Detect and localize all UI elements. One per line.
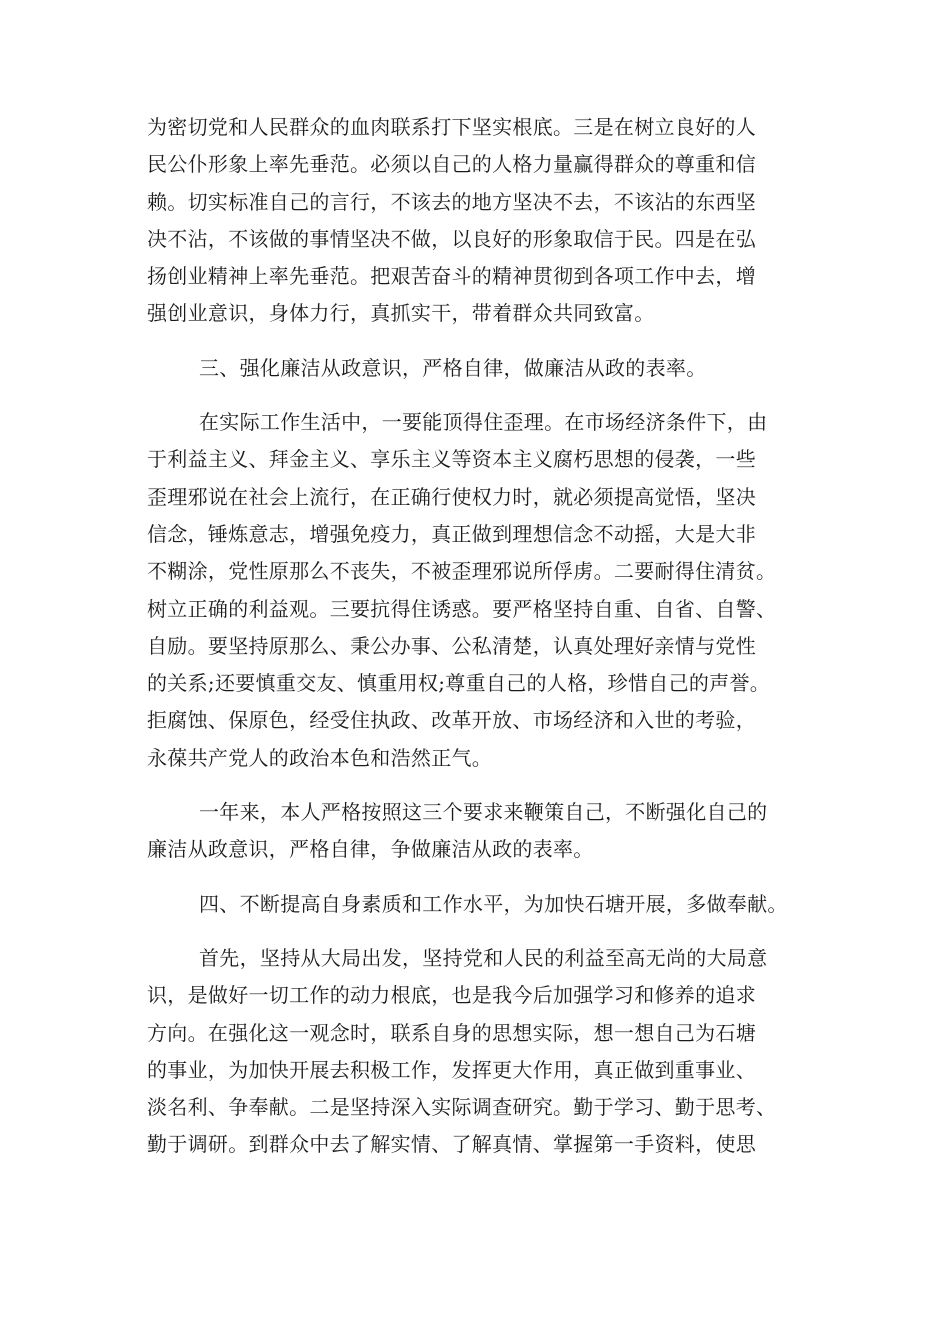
text-line: 自励。要坚持原那么、秉公办事、公私清楚，认真处理好亲情与党性 bbox=[147, 633, 756, 658]
text-line: 于利益主义、拜金主义、享乐主义等资本主义腐朽思想的侵袭，一些 bbox=[147, 447, 756, 472]
text-line: 歪理邪说在社会上流行，在正确行使权力时，就必须提高觉悟，坚决 bbox=[147, 484, 756, 509]
text-line: 民公仆形象上率先垂范。必须以自己的人格力量赢得群众的尊重和信 bbox=[147, 152, 756, 177]
text-line: 决不沾，不该做的事情坚决不做，以良好的形象取信于民。四是在弘 bbox=[147, 226, 756, 251]
text-line: 一年来，本人严格按照这三个要求来鞭策自己，不断强化自己的 bbox=[199, 800, 768, 825]
section-heading: 四、不断提高自身素质和工作水平，为加快石塘开展，多做奉献。 bbox=[199, 891, 788, 916]
paragraph-gap bbox=[147, 387, 807, 404]
text-line: 首先，坚持从大局出发，坚持党和人民的利益至高无尚的大局意 bbox=[199, 945, 768, 970]
paragraph-gap bbox=[147, 777, 807, 794]
text-line: 不糊涂，党性原那么不丧失，不被歪理邪说所俘虏。二要耐得住清贫。 bbox=[147, 559, 777, 584]
text-line: 廉洁从政意识，严格自律，争做廉洁从政的表率。 bbox=[147, 837, 594, 862]
text-line: 永葆共产党人的政治本色和浩然正气。 bbox=[147, 745, 493, 770]
paragraph-gap bbox=[147, 923, 807, 940]
text-line: 树立正确的利益观。三要抗得住诱惑。要严格坚持自重、自省、自警、 bbox=[147, 596, 777, 621]
text-line: 识，是做好一切工作的动力根底，也是我今后加强学习和修养的追求 bbox=[147, 983, 756, 1008]
text-line: 强创业意识，身体力行，真抓实干，带着群众共同致富。 bbox=[147, 301, 655, 326]
text-line: 淡名利、争奉献。二是坚持深入实际调查研究。勤于学习、勤于思考、 bbox=[147, 1095, 777, 1120]
text-line: 拒腐蚀、保原色，经受住执政、改革开放、市场经济和入世的考验， bbox=[147, 708, 756, 733]
paragraph-gap bbox=[147, 333, 807, 350]
section-heading: 三、强化廉洁从政意识，严格自律，做廉洁从政的表率。 bbox=[199, 355, 707, 380]
text-line: 勤于调研。到群众中去了解实情、了解真情、掌握第一手资料，使思 bbox=[147, 1132, 756, 1157]
text-line: 赖。切实标准自己的言行，不该去的地方坚决不去，不该沾的东西坚 bbox=[147, 189, 756, 214]
text-line: 方向。在强化这一观念时，联系自身的思想实际，想一想自己为石塘 bbox=[147, 1020, 756, 1045]
text-line: 在实际工作生活中，一要能顶得住歪理。在市场经济条件下，由 bbox=[199, 410, 768, 435]
paragraph-gap bbox=[147, 869, 807, 886]
text-line: 扬创业精神上率先垂范。把艰苦奋斗的精神贯彻到各项工作中去，增 bbox=[147, 264, 756, 289]
text-line: 为密切党和人民群众的血肉联系打下坚实根底。三是在树立良好的人 bbox=[147, 115, 756, 139]
text-line: 的关系;还要慎重交友、慎重用权;尊重自己的人格，珍惜自己的声誉。 bbox=[147, 671, 771, 696]
text-line: 的事业，为加快开展去积极工作，发挥更大作用，真正做到重事业、 bbox=[147, 1057, 756, 1082]
text-line: 信念，锤炼意志，增强免疫力，真正做到理想信念不动摇，大是大非 bbox=[147, 521, 756, 546]
document-body bbox=[147, 109, 807, 1164]
